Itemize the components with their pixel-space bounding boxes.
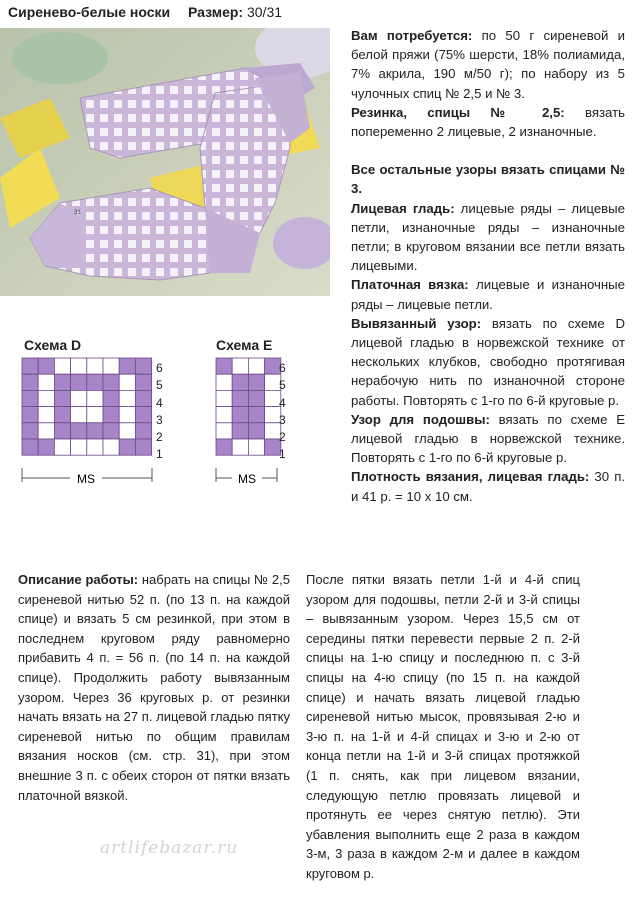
chart-cell	[38, 423, 54, 439]
description-left-text: набрать на спицы № 2,5 сиреневой нитью 52 п. (по 13 п. на каждой спице) и вязать 5 см резинкой, при этом в последнем круговом ряду равномерно прибавить 4 п. = 56 п. (по 14 п. на каждой спице). Продолжить работу вывязанным узором. Через 36 круговых р. от резинки начать вязать на 27 п. лицевой гладью пятку сиреневой нитью по общим правилам вязания носков (см. стр. 31), при этом внешние 3 п. с обеих сторон от пятки вязать платочной вязкой.	[18, 572, 290, 803]
row-number: 4	[156, 395, 163, 410]
chart-cell	[216, 390, 232, 406]
chart-cell	[216, 358, 232, 374]
chart-cell	[232, 423, 248, 439]
materials-section	[351, 26, 625, 506]
photo-tag: 31	[74, 210, 81, 216]
chart-cell	[103, 390, 119, 406]
scheme-d-grid	[22, 358, 152, 455]
stockinette-paragraph	[351, 199, 625, 276]
chart-cell	[119, 439, 135, 455]
row-number: 6	[156, 361, 163, 375]
scheme-d-title: Схема D	[24, 337, 82, 353]
rib-text: вязать попеременно 2 лицевые, 2 изнаночные.	[351, 104, 625, 140]
chart-cell	[232, 358, 248, 374]
chart-cell	[54, 439, 70, 455]
chart-cell	[232, 407, 248, 423]
work-description-left	[18, 570, 290, 805]
chart-cell	[22, 439, 38, 455]
chart-cell	[71, 439, 87, 455]
row-number: 5	[279, 378, 286, 393]
chart-cell	[248, 407, 264, 423]
needles-note: Все остальные узоры вязать спицами № 3.	[351, 162, 625, 197]
stockinette-text: лицевые ряды – лицевые петли, изнаночные ряды – изнаночные петли; в круговом вязании все петли вязать лицевыми.	[351, 200, 625, 274]
row-number: 4	[279, 395, 286, 410]
chart-cell	[87, 407, 103, 423]
scheme-d-row-numbers	[156, 360, 163, 464]
chart-cell	[248, 423, 264, 439]
rib-paragraph	[351, 103, 625, 141]
chart-cell	[119, 407, 135, 423]
pattern-text: вязать по схеме D лицевой гладью в норвежской технике от нескольких клубков, свободно протягивая нерабочую нить по изнаночной стороне работы. Повторять с 1-го по 6-й круговые р.	[351, 315, 626, 408]
materials-label: Вам потребуется:	[351, 28, 473, 43]
chart-cell	[87, 374, 103, 390]
chart-cell	[232, 439, 248, 455]
chart-cell	[119, 358, 135, 374]
chart-cell	[54, 423, 70, 439]
sole-text: вязать по схеме E лицевой гладью в норвежской технике. Повторять с 1-го по 6-й круговые р.	[351, 411, 625, 466]
row-number: 6	[279, 361, 286, 375]
scheme-e-grid	[216, 358, 281, 455]
row-number: 1	[156, 447, 163, 462]
scheme-e-title: Схема E	[216, 337, 273, 353]
chart-cell	[22, 390, 38, 406]
materials-paragraph	[351, 26, 625, 103]
chart-cell	[87, 439, 103, 455]
sole-label: Узор для подошвы:	[351, 411, 490, 427]
chart-cell	[232, 374, 248, 390]
chart-cell	[248, 439, 264, 455]
chart-cell	[22, 358, 38, 374]
chart-cell	[248, 390, 264, 406]
chart-cell	[135, 407, 151, 423]
chart-cell	[71, 390, 87, 406]
row-number: 3	[279, 412, 286, 427]
size-label: Размер:	[188, 4, 244, 20]
chart-cell	[216, 423, 232, 439]
chart-cell	[54, 374, 70, 390]
chart-cell	[119, 390, 135, 406]
description-right-text: После пятки вязать петли 1-й и 4-й спиц узором для подошвы, петли 2-й и 3-й спицы – вывязанным узором. Через 15,5 см от середины пятки перевести первые 2 п. 2-й спицы на 1-ю спицу и последнюю п. с 3-й спицы на 4-ю спицу (по 15 п. на каждой спице) и начать вязать лицевой гладью сиреневой нитью мысок, провязывая 2-ю и 3-ю п. на 1-й и 4-й спицах и 3-ю и 2-ю от конца петли на 1-й и 3-й спицах протяжкой (1 п. снять, как при лицевом вязании, следующую петлю провязать лицевой и протянуть ее через снятую петлю). Эти убавления выполнить еще 2 раза в каждом 3-м, 3 раза в каждом 2-м и далее в каждом круговом р.	[306, 572, 580, 881]
scheme-e-repeat: MS	[238, 472, 256, 486]
chart-cell	[54, 407, 70, 423]
chart-cell	[135, 390, 151, 406]
title-text: Сиренево-белые носки	[8, 4, 171, 20]
chart-cell	[38, 374, 54, 390]
page-title	[8, 4, 282, 20]
chart-cell	[232, 390, 248, 406]
socks-photo	[0, 28, 330, 296]
chart-cell	[103, 439, 119, 455]
chart-cell	[135, 423, 151, 439]
scheme-d-repeat: MS	[77, 472, 95, 486]
row-number: 2	[156, 430, 163, 445]
chart-cell	[38, 439, 54, 455]
chart-cell	[103, 407, 119, 423]
chart-cell	[248, 374, 264, 390]
chart-cell	[135, 439, 151, 455]
chart-cell	[71, 407, 87, 423]
chart-cell	[54, 390, 70, 406]
stockinette-label: Лицевая гладь:	[351, 200, 455, 216]
work-description-right	[306, 570, 580, 884]
chart-cell	[38, 390, 54, 406]
chart-cell	[87, 390, 103, 406]
chart-cell	[38, 358, 54, 374]
row-number: 5	[156, 378, 163, 393]
sole-paragraph	[351, 410, 625, 468]
chart-cell	[22, 374, 38, 390]
chart-cell	[135, 358, 151, 374]
chart-cell	[71, 374, 87, 390]
scheme-d-chart	[18, 354, 168, 490]
chart-cell	[87, 358, 103, 374]
gauge-label: Плотность вязания, лицевая гладь:	[351, 469, 590, 485]
description-heading: Описание работы:	[18, 572, 139, 587]
chart-cell	[22, 407, 38, 423]
row-number: 2	[279, 430, 286, 445]
gauge-paragraph	[351, 467, 625, 505]
chart-cell	[216, 407, 232, 423]
garter-paragraph	[351, 275, 625, 313]
gauge-text: 30 п. и 41 р. = 10 х 10 см.	[351, 469, 625, 504]
row-number: 3	[156, 412, 163, 427]
chart-cell	[216, 374, 232, 390]
chart-cell	[103, 423, 119, 439]
garter-label: Платочная вязка:	[351, 277, 469, 293]
watermark: artlifebazar.ru	[100, 838, 239, 858]
size-value: 30/31	[246, 4, 283, 20]
rib-label: Резинка, спицы № 2,5:	[351, 104, 565, 120]
chart-cell	[103, 358, 119, 374]
chart-cell	[54, 358, 70, 374]
scheme-e-row-numbers	[279, 360, 286, 464]
chart-cell	[135, 374, 151, 390]
chart-cell	[103, 374, 119, 390]
row-number: 1	[279, 447, 286, 462]
pattern-paragraph	[351, 314, 625, 410]
chart-cell	[248, 358, 264, 374]
chart-cell	[216, 439, 232, 455]
chart-cell	[22, 423, 38, 439]
chart-cell	[38, 407, 54, 423]
chart-cell	[87, 423, 103, 439]
materials-text: по 50 г сиреневой и белой пряжи (75% шерсти, 18% полиамида, 7% акрила, 190 м/50 г); по набору из 5 чулочных спиц № 2,5 и № 3.	[351, 28, 625, 101]
chart-cell	[71, 358, 87, 374]
garter-text: лицевые и изнаночные ряды – лицевые петли.	[351, 277, 625, 312]
chart-cell	[71, 423, 87, 439]
chart-cell	[119, 423, 135, 439]
pattern-label: Вывязанный узор:	[351, 315, 482, 331]
chart-cell	[119, 374, 135, 390]
scheme-e-chart	[212, 354, 282, 490]
